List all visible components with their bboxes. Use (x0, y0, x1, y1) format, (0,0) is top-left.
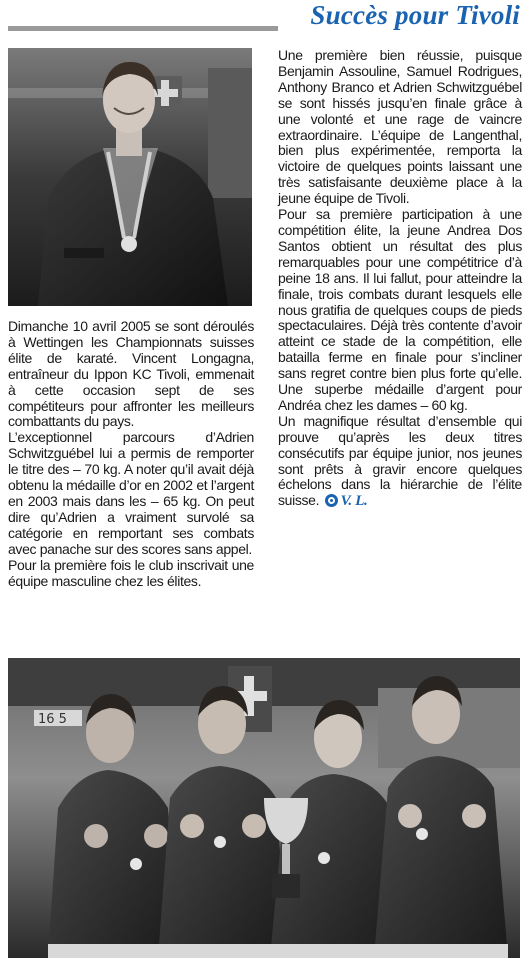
article-paragraph: L’exceptionnel parcours d’Adrien Schwitzguébel lui a permis de remporter le titre des – 70 kg. A noter qu’il avait déjà obtenu la médaille d’or en 2002 et l’argent en 2003 mais dans les – 65 kg. On peut dire qu’Adrien a vraiment survolé sa catégorie en remportant ses combats avec panache sur des scores sans appel. (8, 429, 254, 557)
article-paragraph: Pour la première fois le club inscrivait une équipe masculine chez les élites. (8, 556, 254, 589)
photo-team-trophy (8, 658, 520, 958)
logo-icon (325, 494, 338, 507)
page-title: Succès pour Tivoli (310, 0, 520, 30)
photo-portrait-medal (8, 48, 252, 306)
article-column-right (278, 48, 522, 510)
author-signature: V. L. (340, 493, 368, 510)
article-paragraph: Une première bien réussie, puisque Benjamin Assouline, Samuel Rodrigues, Anthony Branco et Adrien Schwitzguébel se sont hissés jusqu’en finale grâce à une volonté et une rage de vaincre extraordinaire. L’équipe de Langenthal, bien plus expérimentée, remporta la victoire de quelques points laissant une très satisfaisante deuxième place à la jeune équipe de Tivoli. (278, 47, 522, 207)
article-paragraph: Pour sa première participation à une compétition élite, la jeune Andrea Dos Santos obtient un résultat des plus remarquables pour une compétitrice d’à peine 18 ans. Il lui fallut, pour atteindre la finale, trois combats durant lesquels elle nous gratifia de quelques coups de pieds spectaculaires. Déjà très contente d’avoir atteint ce stade de la compétition, elle batailla ferme en finale pour s’incliner sans regret contre bien plus forte qu’elle. Une superbe médaille d’argent pour Andréa chez les dames – 60 kg. (278, 206, 522, 413)
article-paragraph-last (278, 414, 522, 510)
svg-text:16 5: 16 5 (38, 712, 67, 727)
article-paragraph-text: Un magnifique résultat d’ensemble qui prouve qu’après les deux titres consécutifs par équipe junior, nos jeunes sont prêts à gravir encore quelques échelons dans la hiérarchie de l’élite suisse. (278, 412, 522, 509)
header-rule (8, 26, 278, 31)
article-column-left (8, 319, 254, 589)
article-paragraph: Dimanche 10 avril 2005 se sont déroulés à Wettingen les Championnats suisses élite de karaté. Vincent Longagna, entraîneur du Ippon KC Tivoli, emmenait à cette occasion sept de ses compétiteurs pour affronter les meilleurs combattants du pays. (8, 318, 254, 430)
